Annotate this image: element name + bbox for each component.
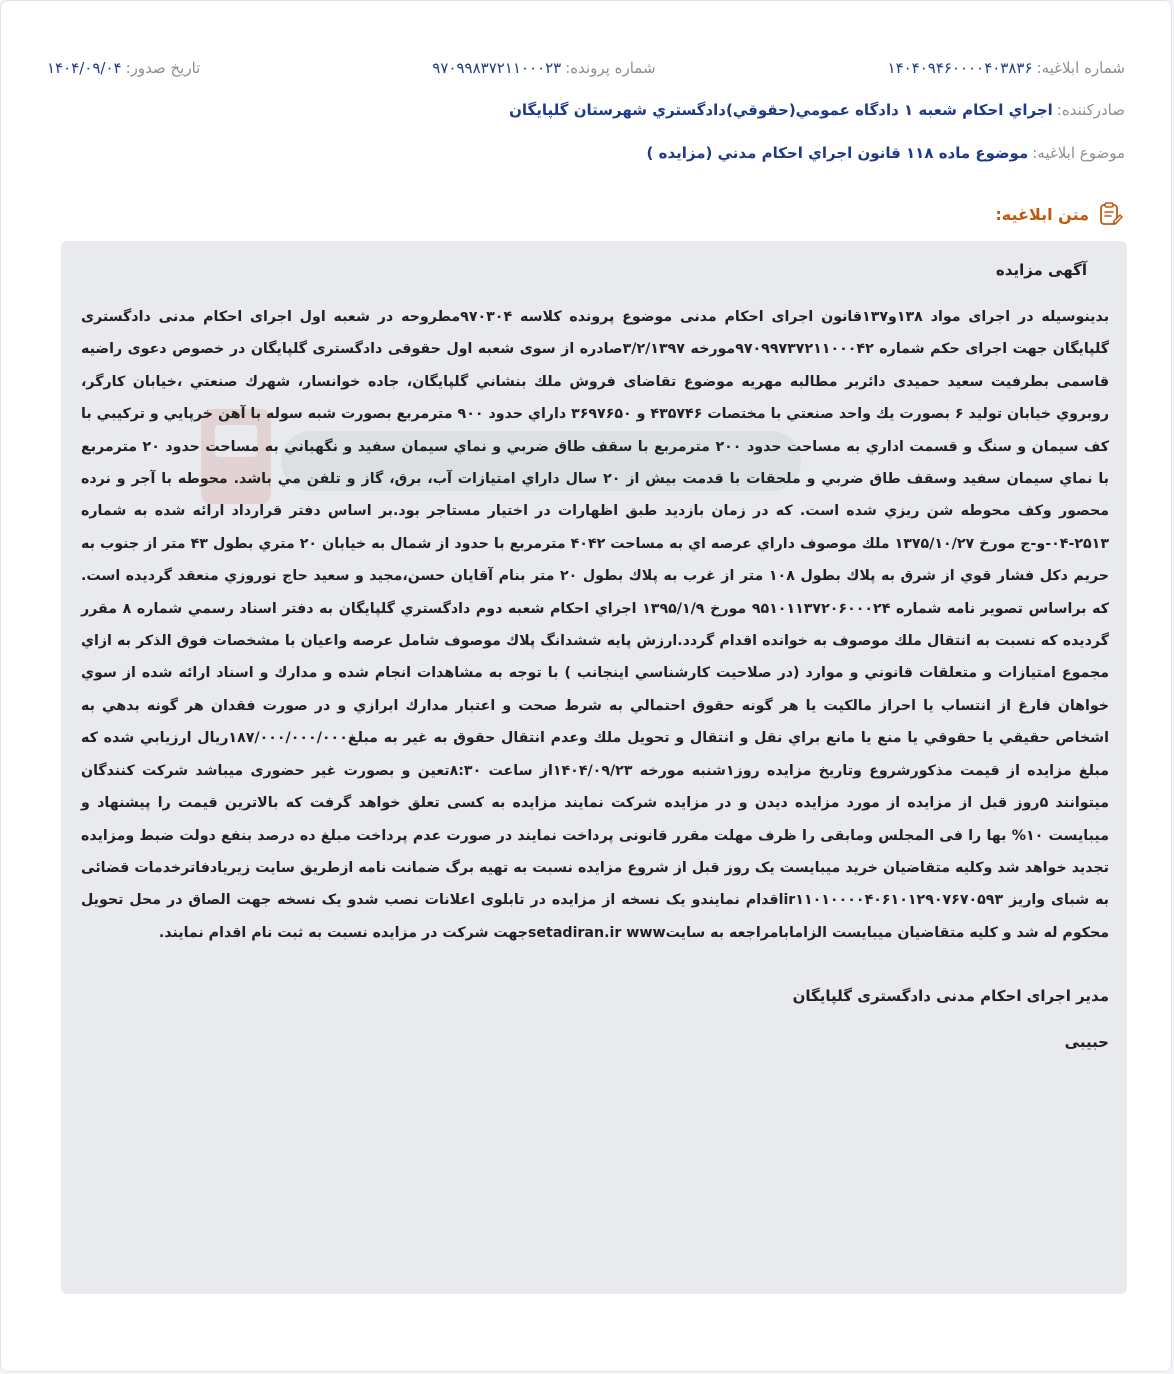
issue-date (47, 59, 200, 77)
subject-label: موضوع ابلاغیه: (1032, 144, 1125, 162)
issuer-label: صادرکننده: (1056, 101, 1125, 119)
issuer-value: اجراي احکام شعبه ۱ دادگاه عمومي(حقوقي)دادگستري شهرستان گلپايگان (509, 101, 1053, 119)
issue-date-value: ۱۴۰۴/۰۹/۰۴ (47, 59, 122, 77)
issuer (509, 101, 1125, 119)
case-number-value: ۹۷۰۹۹۸۳۷۲۱۱۰۰۰۲۳ (432, 59, 562, 77)
notice-number-label: شماره ابلاغیه: (1036, 59, 1125, 77)
notice-body: بدینوسیله در اجرای مواد ۱۳۸و۱۳۷قانون اجرای احکام مدنی موضوع پرونده کلاسه ۹۷۰۳۰۴مطروحه در شعبه اول اجرای احکام مدنی دادگستری گلپایگان جهت اجرای حکم شماره ۹۷۰۹۹۷۳۷۲۱۱۰۰۰۴۲مورخه ۳/۲/۱۳۹۷صادره از سوی شعبه اول حقوقی دادگستری گلپایگان در خصوص دعوی راضیه قاسمی بطرفیت سعید حمیدی دائربر مطالبه مهریه موضوع تقاضای فروش ملك بنشاني گلپايگان، جاده خوانسار، شهرك صنعتي ،خيابان كارگر، روبروي خيابان توليد ۶ بصورت يك واحد صنعتي با مختصات ۴۳۵۷۴۶ و ۳۶۹۷۶۵۰ داراي حدود ۹۰۰ مترمربع بصورت شبه سوله با آهن خرپايي و تركيبي با كف سيمان و سنگ و قسمت اداري به مساحت حدود ۲۰۰ مترمربع با سقف طاق ضربي و نماي سيمان سفيد و نگهباني به مساحت حدود ۲۰ مترمربع با نماي سيمان سفيد وسقف طاق ضربي و ملحقات با قدمت بيش از ۲۰ سال داراي امتيازات آب، برق، گاز و تلفن مي باشد. محوطه با آجر و نرده محصور وكف محوطه شن ريزي شده است. كه در زمان بازديد طبق اظهارات در اختيار مستاجر بود.بر اساس دفتر قرارداد ارائه شده به شماره ۲۵۱۳-۰۴-و-ج مورخ ۱۳۷۵/۱۰/۲۷ ملك موصوف داراي عرصه اي به مساحت ۴۰۴۲ مترمربع با حدود از شمال به خيابان ۲۰ متري بطول ۴۳ متر از جنوب به حريم دكل فشار قوي از شرق به پلاك بطول ۱۰۸ متر از غرب به پلاك بطول ۲۰ متر بنام آقايان حسن،مجيد و سعيد حاج نوروزي منعقد گرديده است. كه براساس تصوير نامه شماره ۹۵۱۰۱۱۳۷۲۰۶۰۰۰۲۴ مورخ ۱۳۹۵/۱/۹ اجراي احكام شعبه دوم دادگستري گلپايگان به دفتر اسناد رسمي شماره ۸ مقرر گرديده كه نسبت به انتقال ملك موصوف به خوانده اقدام گردد.ارزش پايه ششدانگ پلاك موصوف شامل عرصه واعيان با مشخصات فوق الذكر به ازاي مجموع امتيازات و متعلقات قانوني و موارد (در صلاحيت كارشناسي اينجانب ) با توجه به مشاهدات انجام شده و مدارك و اسناد ارائه شده از سوي خواهان فارغ از انتساب يا احراز مالكيت يا هر گونه حقوق احتمالي به شرط صحت و اعتبار مدارك ابرازي و در صورت فقدان هر گونه بدهي به اشخاص حقيقي يا حقوقي يا منع يا مانع براي نقل و انتقال و تحويل ملك وعدم انتقال حقوق به غير به مبلغ۱۸۷/۰۰۰/۰۰۰/۰۰۰ريال ارزيابي شده كه مبلغ مزايده از قيمت مذكورشروع وتاريخ مزايده روز۱شنبه مورخه ۱۴۰۴/۰۹/۲۳از ساعت ۸:۳۰تعین و بصورت غیر حضوری میباشد شرکت کنندگان میتوانند ۵روز قبل از مزایده از مورد مزایده دیدن و در مزایده شرکت نمایند مزایده به کسی تعلق خواهد گرفت که بالاترین قیمت را پیشنهاد و میبایست ۱۰% بها را فی المجلس ومابقی را ظرف مهلت مقرر قانونی پرداخت نمایند در صورت عدم پرداخت مبلغ ده درصد بنفع دولت ضبط ومزایده تجدید خواهد شد وکلیه متقاضیان خرید میبایست یک روز قبل از شروع مزایده نسبت به تهیه برگ ضمانت نامه ازطریق سایت زیریادفاترخدمات قضائی به شبای واریز ir۱۱۰۱۰۰۰۰۴۰۶۱۰۱۲۹۰۷۶۷۰۵۹۳اقدام نمایندو یک نسخه از مزایده در تابلوی اعلانات نصب شدو یک نسخه جهت الصاق در محل تحویل محکوم له شد و کلیه متقاضیان میبایست الزامابامراجعه به سایتsetadiran.ir wwwجهت شرکت در مزایده نسبت به ثبت نام اقدام نمایند. (81, 309, 1110, 941)
meta-row-issuer (47, 101, 1125, 119)
subject-value: موضوع ماده ۱۱۸ قانون اجراي احکام مدني (مزايده ) (646, 144, 1029, 162)
notice-content-box (61, 241, 1127, 1294)
case-number-label: شماره پرونده: (565, 59, 656, 77)
notice-number (888, 59, 1125, 77)
signer-name: حبیبی (1064, 1033, 1109, 1052)
subject (647, 144, 1125, 162)
case-number (432, 59, 655, 77)
meta-row-numbers (47, 59, 1125, 77)
signature-title: مدیر اجرای احکام مدنی دادگستری گلپایگان (792, 987, 1109, 1006)
clipboard-note-icon (1097, 201, 1123, 227)
notice-text-section-title (995, 201, 1123, 227)
issue-date-label: تاریخ صدور: (125, 59, 201, 77)
section-title-text: متن ابلاغیه: (995, 204, 1089, 224)
notice-number-value: ۱۴۰۴۰۹۴۶۰۰۰۰۴۰۳۸۳۶ (887, 59, 1033, 77)
notice-heading: آگهی مزایده (995, 261, 1087, 279)
meta-row-subject (47, 144, 1125, 162)
